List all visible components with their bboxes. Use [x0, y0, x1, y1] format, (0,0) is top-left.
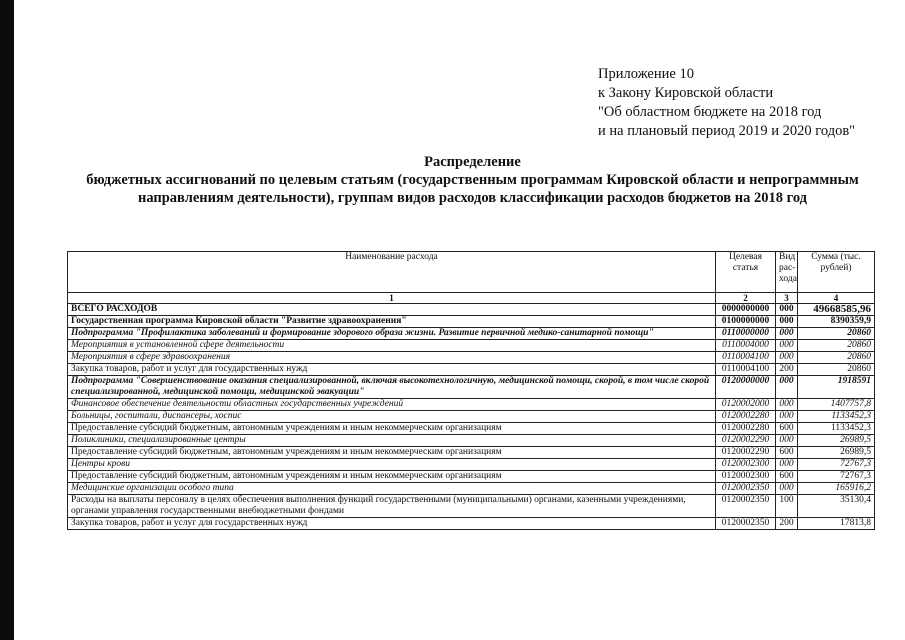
row-name-cell: Мероприятия в установленной сфере деятельности — [68, 340, 716, 352]
row-kind-cell: 000 — [776, 352, 798, 364]
table-row — [68, 328, 875, 340]
row-name-cell: Финансовое обеспечение деятельности областных государственных учреждений — [68, 399, 716, 411]
row-code-cell: 0110004100 — [716, 352, 776, 364]
row-kind-cell: 100 — [776, 495, 798, 518]
appendix-header — [598, 65, 855, 141]
row-code-cell: 0120002280 — [716, 411, 776, 423]
row-name-cell: Расходы на выплаты персоналу в целях обеспечения выполнения функций государственными (муниципальными) органами, казенными учреждениями, органами управления государственными внебюджетными фондами — [68, 495, 716, 518]
row-sum-cell: 72767,3 — [798, 459, 875, 471]
row-code-cell: 0120002300 — [716, 459, 776, 471]
row-sum-cell: 26989,5 — [798, 447, 875, 459]
table-body — [68, 304, 875, 530]
row-sum-cell: 8390359,9 — [798, 316, 875, 328]
table-header-row — [68, 252, 875, 293]
row-kind-cell: 000 — [776, 483, 798, 495]
row-sum-cell: 1918591 — [798, 376, 875, 399]
row-kind-cell: 600 — [776, 471, 798, 483]
row-name-cell: ВСЕГО РАСХОДОВ — [68, 304, 716, 316]
row-sum-cell: 1133452,3 — [798, 411, 875, 423]
row-kind-cell: 000 — [776, 411, 798, 423]
scan-left-edge — [0, 0, 14, 640]
appendix-line-3: "Об областном бюджете на 2018 год — [598, 104, 822, 120]
table-row — [68, 340, 875, 352]
row-sum-cell: 20860 — [798, 364, 875, 376]
appendix-line-4: и на плановый период 2019 и 2020 годов" — [598, 123, 856, 139]
row-kind-cell: 600 — [776, 423, 798, 435]
row-code-cell: 0120002280 — [716, 423, 776, 435]
row-code-cell: 0120002350 — [716, 495, 776, 518]
budget-table — [67, 251, 875, 530]
table-row — [68, 459, 875, 471]
row-code-cell: 0000000000 — [716, 304, 776, 316]
row-name-cell: Предоставление субсидий бюджетным, автономным учреждениям и иным некоммерческим организациям — [68, 447, 716, 459]
row-sum-cell: 20860 — [798, 340, 875, 352]
row-code-cell: 0120002350 — [716, 483, 776, 495]
title-line-2: бюджетных ассигнований по целевым статьям (государственным программам Кировской области и непрограммным — [86, 172, 859, 188]
row-name-cell: Закупка товаров, работ и услуг для государственных нужд — [68, 364, 716, 376]
row-kind-cell: 000 — [776, 399, 798, 411]
table-row — [68, 352, 875, 364]
column-number: 4 — [798, 293, 875, 304]
row-sum-cell: 72767,3 — [798, 471, 875, 483]
table-row — [68, 471, 875, 483]
row-name-cell: Предоставление субсидий бюджетным, автономным учреждениям и иным некоммерческим организациям — [68, 471, 716, 483]
row-sum-cell: 20860 — [798, 328, 875, 340]
column-number: 3 — [776, 293, 798, 304]
appendix-line-2: к Закону Кировской области — [598, 85, 774, 101]
row-name-cell: Предоставление субсидий бюджетным, автономным учреждениям и иным некоммерческим организациям — [68, 423, 716, 435]
table-row — [68, 399, 875, 411]
row-sum-cell: 1407757,8 — [798, 399, 875, 411]
row-name-cell: Мероприятия в сфере здравоохранения — [68, 352, 716, 364]
title-line-3: направлениям деятельности), группам видов расходов классификации расходов бюджетов на 2018 год — [137, 190, 808, 206]
column-number-row — [68, 293, 875, 304]
row-code-cell: 0110000000 — [716, 328, 776, 340]
row-code-cell: 0120002300 — [716, 471, 776, 483]
row-kind-cell: 200 — [776, 518, 798, 530]
row-kind-cell: 000 — [776, 304, 798, 316]
row-kind-cell: 000 — [776, 340, 798, 352]
row-name-cell: Подпрограмма "Совершенствование оказания специализированной, включая высокотехнологичную, медицинской помощи, скорой, в том числе скорой специализированной, медицинской помощи, медицинской эвакуации" — [68, 376, 716, 399]
row-sum-cell: 17813,8 — [798, 518, 875, 530]
row-name-cell: Медицинские организации особого типа — [68, 483, 716, 495]
appendix-line-1: Приложение 10 — [598, 66, 694, 82]
document-title — [40, 153, 905, 207]
header-sum: Сумма (тыс. рублей) — [798, 252, 875, 293]
row-kind-cell: 000 — [776, 435, 798, 447]
row-kind-cell: 000 — [776, 316, 798, 328]
row-code-cell: 0120002000 — [716, 399, 776, 411]
row-kind-cell: 000 — [776, 459, 798, 471]
row-sum-cell: 20860 — [798, 352, 875, 364]
table-row — [68, 316, 875, 328]
header-kind: Вид рас-хода — [776, 252, 798, 293]
row-kind-cell: 000 — [776, 376, 798, 399]
row-code-cell: 0120002350 — [716, 518, 776, 530]
row-name-cell: Больницы, госпитали, диспансеры, хоспис — [68, 411, 716, 423]
row-sum-cell: 35130,4 — [798, 495, 875, 518]
title-line-1: Распределение — [424, 154, 521, 170]
row-kind-cell: 600 — [776, 447, 798, 459]
table-row — [68, 411, 875, 423]
table-row — [68, 447, 875, 459]
table-row — [68, 304, 875, 316]
row-code-cell: 0110004100 — [716, 364, 776, 376]
row-sum-cell: 1133452,3 — [798, 423, 875, 435]
table-row — [68, 483, 875, 495]
row-code-cell: 0120002290 — [716, 435, 776, 447]
row-kind-cell: 200 — [776, 364, 798, 376]
row-sum-cell: 165916,2 — [798, 483, 875, 495]
row-code-cell: 0110004000 — [716, 340, 776, 352]
column-number: 2 — [716, 293, 776, 304]
column-number: 1 — [68, 293, 716, 304]
row-code-cell: 0120000000 — [716, 376, 776, 399]
table-row — [68, 495, 875, 518]
row-name-cell: Подпрограмма "Профилактика заболеваний и формирование здорового образа жизни. Развитие первичной медико-санитарной помощи" — [68, 328, 716, 340]
table-row — [68, 376, 875, 399]
table-row — [68, 364, 875, 376]
row-sum-cell: 49668585,96 — [798, 304, 875, 316]
row-name-cell: Поликлиники, специализированные центры — [68, 435, 716, 447]
table-row — [68, 518, 875, 530]
row-kind-cell: 000 — [776, 328, 798, 340]
row-code-cell: 0100000000 — [716, 316, 776, 328]
row-name-cell: Государственная программа Кировской области "Развитие здравоохранения" — [68, 316, 716, 328]
header-code: Целевая статья — [716, 252, 776, 293]
row-name-cell: Центры крови — [68, 459, 716, 471]
table-row — [68, 423, 875, 435]
table-row — [68, 435, 875, 447]
row-sum-cell: 26989,5 — [798, 435, 875, 447]
row-code-cell: 0120002290 — [716, 447, 776, 459]
row-name-cell: Закупка товаров, работ и услуг для государственных нужд — [68, 518, 716, 530]
header-name: Наименование расхода — [68, 252, 716, 293]
